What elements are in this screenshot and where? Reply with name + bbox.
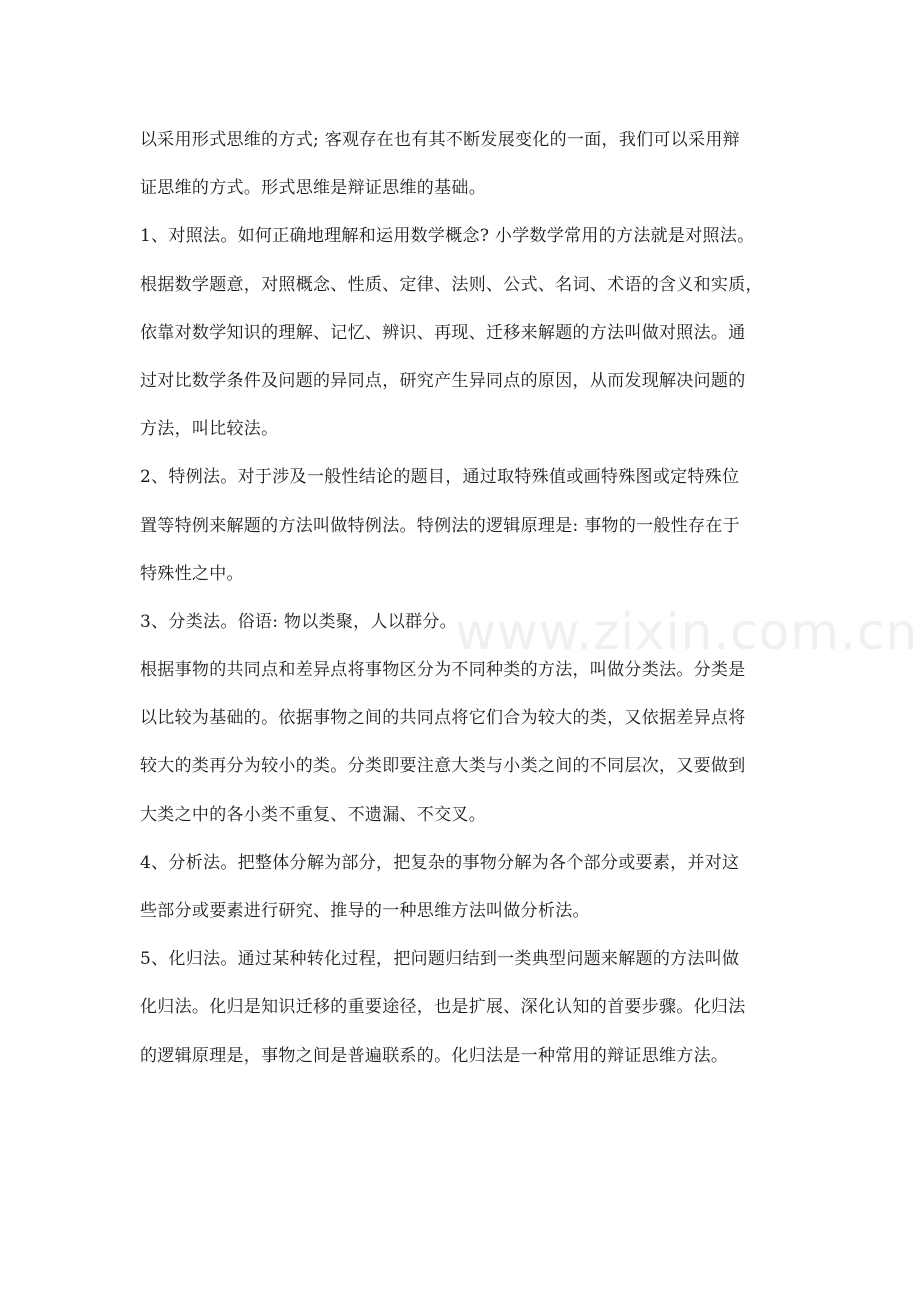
text-line: 些部分或要素进行研究、推导的一种思维方法叫做分析法。	[140, 901, 590, 921]
text-line: 方法，叫比较法。	[140, 419, 279, 440]
text-line: 化归法。化归是知识迁移的重要途径，也是扩展、深化认知的首要步骤。化归法	[140, 997, 746, 1018]
watermark: www.zixin.com.cn	[455, 603, 919, 661]
text-line: 大类之中的各小类不重复、不遗漏、不交叉。	[140, 804, 486, 825]
text-line: 置等特例来解题的方法叫做特例法。特例法的逻辑原理是: 事物的一般性存在于	[140, 515, 740, 536]
document-body	[140, 116, 790, 1080]
text-line: 根据事物的共同点和差异点将事物区分为不同种类的方法，叫做分类法。分类是	[140, 660, 746, 681]
text-line: 1、对照法。如何正确地理解和运用数学概念? 小学数学常用的方法就是对照法。	[140, 226, 755, 247]
text-line: 根据数学题意，对照概念、性质、定律、法则、公式、名词、术语的含义和实质，	[140, 274, 763, 295]
text-line: 4、分析法。把整体分解为部分，把复杂的事物分解为各个部分或要素，并对这	[140, 852, 740, 873]
text-line: 过对比数学条件及问题的异同点，研究产生异同点的原因，从而发现解决问题的	[140, 370, 746, 391]
text-line: 3、分类法。俗语: 物以类聚，人以群分。	[140, 611, 457, 632]
text-line: 2、特例法。对于涉及一般性结论的题目，通过取特殊值或画特殊图或定特殊位	[140, 467, 740, 488]
text-line: 较大的类再分为较小的类。分类即要注意大类与小类之间的不同层次，又要做到	[140, 756, 746, 777]
text-line: 5、化归法。通过某种转化过程，把问题归结到一类典型问题来解题的方法叫做	[140, 949, 740, 970]
text-line: 以比较为基础的。依据事物之间的共同点将它们合为较大的类，又依据差异点将	[140, 708, 746, 729]
text-line: 特殊性之中。	[140, 563, 244, 584]
text-line: 依靠对数学知识的理解、记忆、辨识、再现、迁移来解题的方法叫做对照法。通	[140, 322, 746, 343]
text-line: 证思维的方式。形式思维是辩证思维的基础。	[140, 178, 486, 199]
text-line: 的逻辑原理是，事物之间是普遍联系的。化归法是一种常用的辩证思维方法。	[140, 1045, 729, 1066]
text-line: 以采用形式思维的方式; 客观存在也有其不断发展变化的一面，我们可以采用辩	[140, 130, 740, 150]
